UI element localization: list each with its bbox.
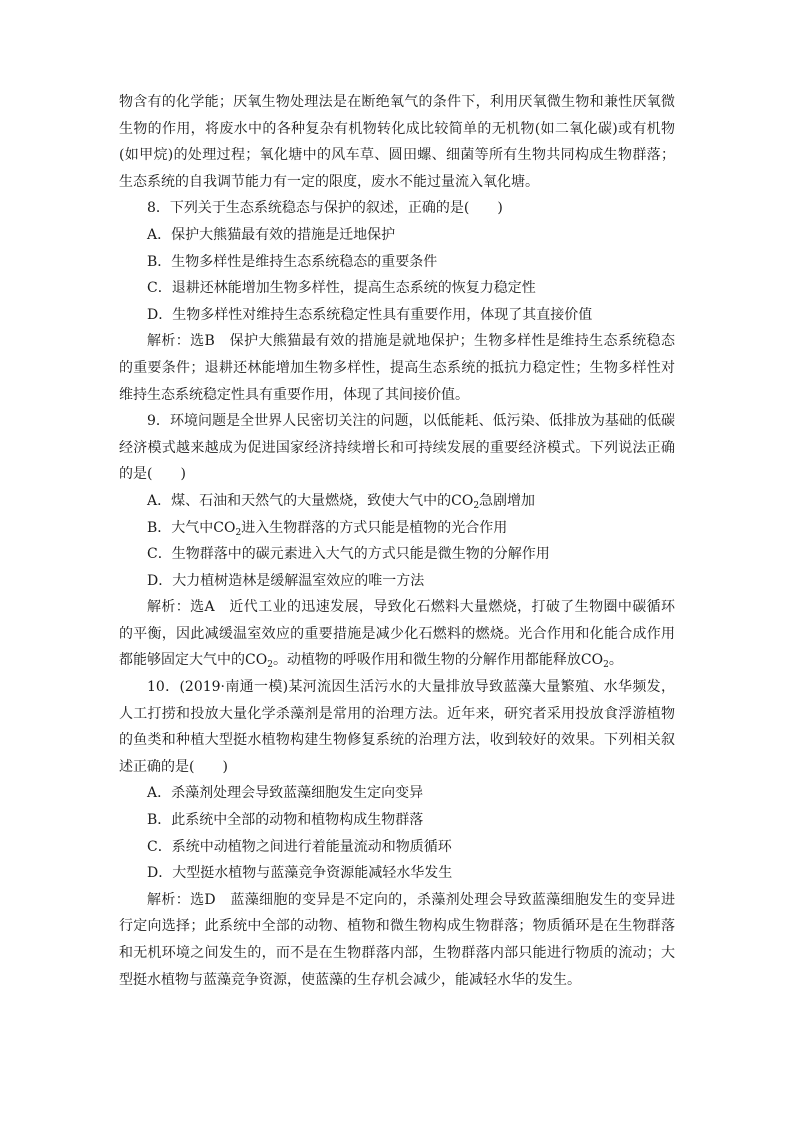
analysis-text-2: 。动植物的呼吸作用和微生物的分解作用都能释放CO <box>272 652 604 669</box>
page-content <box>119 89 675 993</box>
subscript: 2 <box>235 527 242 538</box>
question-8-stem: 8．下列关于生态系统稳态与保护的叙述，正确的是( ) <box>147 200 503 217</box>
subscript: 2 <box>267 660 273 671</box>
question-9-stem: 9．环境问题是全世界人民密切关注的问题，以低能耗、低污染、低排放为基础的低碳经济模式越来越成为促进国家经济持续增长和可持续发展的重要经济模式。下列说法正确的是( ) <box>119 413 675 483</box>
question-10-option-a: A．杀藻剂处理会导致蓝藻细胞发生定向变异 <box>147 785 424 802</box>
question-9-option-b <box>119 515 675 542</box>
question-8-option-b: B．生物多样性是维持生态系统稳态的重要条件 <box>147 253 438 270</box>
subscript: 2 <box>473 500 480 511</box>
question-9-option-a <box>119 488 675 515</box>
question-9-option-d: D．大力植树造林是缓解温室效应的唯一方法 <box>147 572 425 589</box>
option-a-text-1: A．煤、石油和天然气的大量燃烧，致使大气中的CO <box>147 492 474 509</box>
option-a-text-2: 急剧增加 <box>479 492 536 509</box>
question-10-option-d: D．大型挺水植物与蓝藻竞争资源能减轻水华发生 <box>147 865 453 882</box>
question-8-option-c: C．退耕还林能增加生物多样性，提高生态系统的恢复力稳定性 <box>147 280 536 297</box>
question-10-option-c: C．系统中动植物之间进行着能量流动和物质循环 <box>147 838 452 855</box>
question-10-stem: 10．(2019·南通一模)某河流因生活污水的大量排放导致蓝藻大量繁殖、水华频发，人工打捞和投放大量化学杀藻剂是常用的治理方法。近年来，研究者采用投放食浮游植物的鱼类和种植大型挺水植物构建生物修复系统的治理方法，收到较好的效果。下列相关叙述正确的是( ) <box>119 679 675 775</box>
subscript: 2 <box>603 660 609 671</box>
analysis-text-3: 。 <box>608 652 623 669</box>
analysis-text-1: 解析：选A 近代工业的迅速发展，导致化石燃料大量燃烧，打破了生物圈中碳循环的平衡，因此减缓温室效应的重要措施是减少化石燃料的燃烧。光合作用和化能合成作用都能够固定大气中的CO <box>119 599 675 669</box>
question-9-analysis <box>119 594 675 674</box>
question-10-option-b: B．此系统中全部的动物和植物构成生物群落 <box>147 812 424 829</box>
question-8-option-a: A．保护大熊猫最有效的措施是迁地保护 <box>147 226 396 243</box>
question-8-option-d: D．生物多样性对维持生态系统稳定性具有重要作用，体现了其直接价值 <box>147 306 593 323</box>
question-9-option-c: C．生物群落中的碳元素进入大气的方式只能是微生物的分解作用 <box>147 546 550 563</box>
intro-paragraph: 物含有的化学能；厌氧生物处理法是在断绝氧气的条件下，利用厌氧微生物和兼性厌氧微生物的作用，将废水中的各种复杂有机物转化成比较简单的无机物(如二氧化碳)或有机物(如甲烷)的处理过程；氧化塘中的风车草、圆田螺、细菌等所有生物共同构成生物群落；生态系统的自我调节能力有一定的限度，废水不能过量流入氧化塘。 <box>119 94 675 190</box>
question-8-analysis: 解析：选B 保护大熊猫最有效的措施是就地保护；生物多样性是维持生态系统稳态的重要条件；退耕还林能增加生物多样性，提高生态系统的抵抗力稳定性；生物多样性对维持生态系统稳定性具有重要作用，体现了其间接价值。 <box>119 333 675 403</box>
option-b-text-1: B．大气中CO <box>147 519 236 536</box>
question-10-analysis: 解析：选D 蓝藻细胞的变异是不定向的，杀藻剂处理会导致蓝藻细胞发生的变异进行定向选择；此系统中全部的动物、植物和微生物构成生物群落；物质循环是在生物群落和无机环境之间发生的，而不是在生物群落内部，生物群落内部只能进行物质的流动；大型挺水植物与蓝藻竞争资源，使蓝藻的生存机会减少，能减轻水华的发生。 <box>119 891 675 988</box>
option-b-text-2: 进入生物群落的方式只能是植物的光合作用 <box>241 519 508 536</box>
